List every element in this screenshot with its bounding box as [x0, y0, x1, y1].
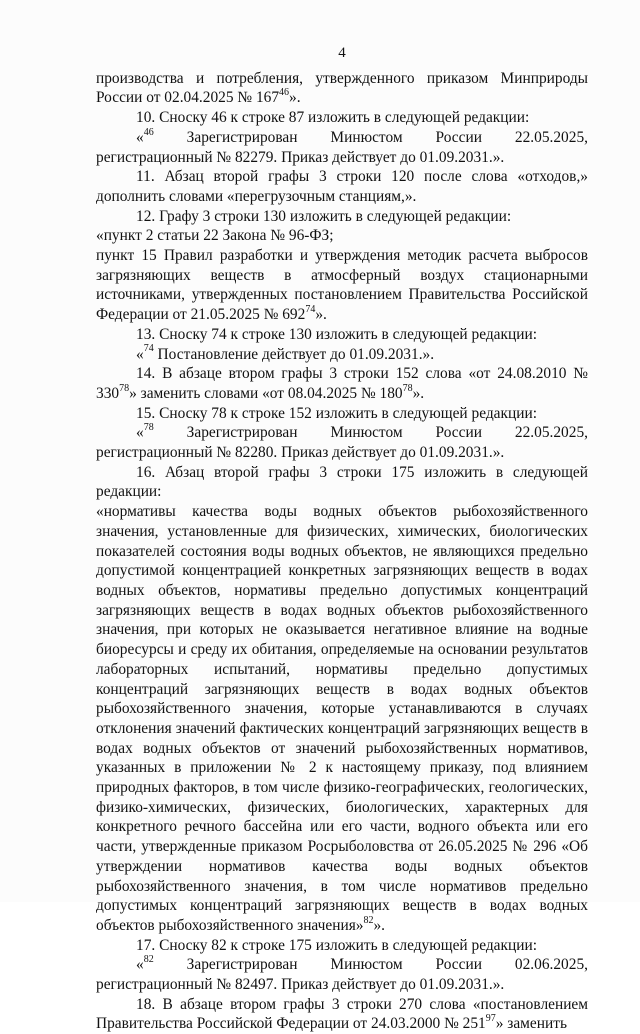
paragraph-p11: «$^{78}$ Зарегистрирован Минюстом России 22.05.2025, регистрационный № 82280. Приказ действует до 01.09.2031.». [96, 422, 588, 462]
paragraph-p2: «$^{46}$ Зарегистрирован Минюстом России 22.05.2025, регистрационный № 82279. Приказ действует до 01.09.2031.». [96, 126, 588, 166]
paragraph-p13: «нормативы качества воды водных объектов рыбохозяйственного значения, установленные для физических, химических, биологических показателей состояния воды водных объектов, не являющихся предельно допустимой концентрацией конкретных загрязняющих веществ в водах водных объектов, нормативы предельно допустимых концентраций загрязняющих веществ в водах водных объектов рыбохозяйственного значения, при которых не оказывается негативное влияние на водные биоресурсы и среду их обитания, определяемые на основании результатов лабораторных испытаний, нормативы предельно допустимых концентраций загрязняющих веществ в водах водных объектов рыбохозяйственного значения, которые устанавливаются в случаях отклонения значений фактических концентраций загрязняющих веществ в водах водных объектов от значений рыбохозяйственных нормативов, указанных в приложении № 2 к настоящему приказу, под влиянием природных факторов, в том числе физико-географических, геологических, физико-химических, физических, биологических, характерных для конкретного речного бассейна или его части, водного объекта или его части, утвержденные приказом Росрыболовства от 26.05.2025 № 296 «Об утверждении нормативов качества воды водных объектов рыбохозяйственного значения, в том числе нормативов предельно допустимых концентраций загрязняющих веществ в водах водных объектов рыбохозяйственного значения»$^{82}$». [96, 503, 588, 934]
document-body [96, 69, 588, 1034]
paragraph-p14: 17. Сноску 82 к строке 175 изложить в следующей редакции: [136, 936, 537, 954]
paragraph-p8: «$^{74}$ Постановление действует до 01.09.2031.». [136, 343, 435, 363]
paragraph-p4: 12. Графу 3 строки 130 изложить в следующей редакции: [136, 207, 512, 225]
paragraph-p7: 13. Сноску 74 к строке 130 изложить в следующей редакции: [136, 325, 537, 343]
paragraph-p15: «$^{82}$ Зарегистрирован Минюстом России 02.06.2025, регистрационный № 82497. Приказ действует до 01.09.2031.». [96, 954, 588, 994]
paragraph-p5: «пункт 2 статьи 22 Закона № 96-ФЗ; [96, 227, 334, 245]
paragraph-p12: 16. Абзац второй графы 3 строки 175 изложить в следующей редакции: [96, 463, 588, 501]
paragraph-p9: 14. В абзаце втором графы 3 строки 152 слова «от 24.08.2010 № $330^{78}$» заменить словами «от 08.04.2025 № $180^{78}$». [96, 365, 588, 402]
page-number: 4 [338, 45, 346, 61]
paragraph-p1: 10. Сноску 46 к строке 87 изложить в следующей редакции: [136, 109, 530, 127]
paragraph-p10: 15. Сноску 78 к строке 152 изложить в следующей редакции: [136, 404, 537, 422]
paragraph-p6: пункт 15 Правил разработки и утверждения методик расчета выбросов загрязняющих веществ в атмосферный воздух стационарными источниками, утвержденных постановлением Правительства Российской Федерации от 21.05.2025 № $692^{74}$». [96, 247, 588, 324]
paragraph-p3: 11. Абзац второй графы 3 строки 120 после слова «отходов,» дополнить словами «перегрузочным станциям,». [96, 168, 588, 205]
paragraph-p0: производства и потребления, утвержденного приказом Минприроды России от 02.04.2025 № $167^{46}$». [96, 69, 588, 107]
paragraph-p16: 18. В абзаце втором графы 3 строки 270 слова «постановлением Правительства Российской Федерации от 24.03.2000 № $251^{97}$» заменить [96, 995, 588, 1033]
